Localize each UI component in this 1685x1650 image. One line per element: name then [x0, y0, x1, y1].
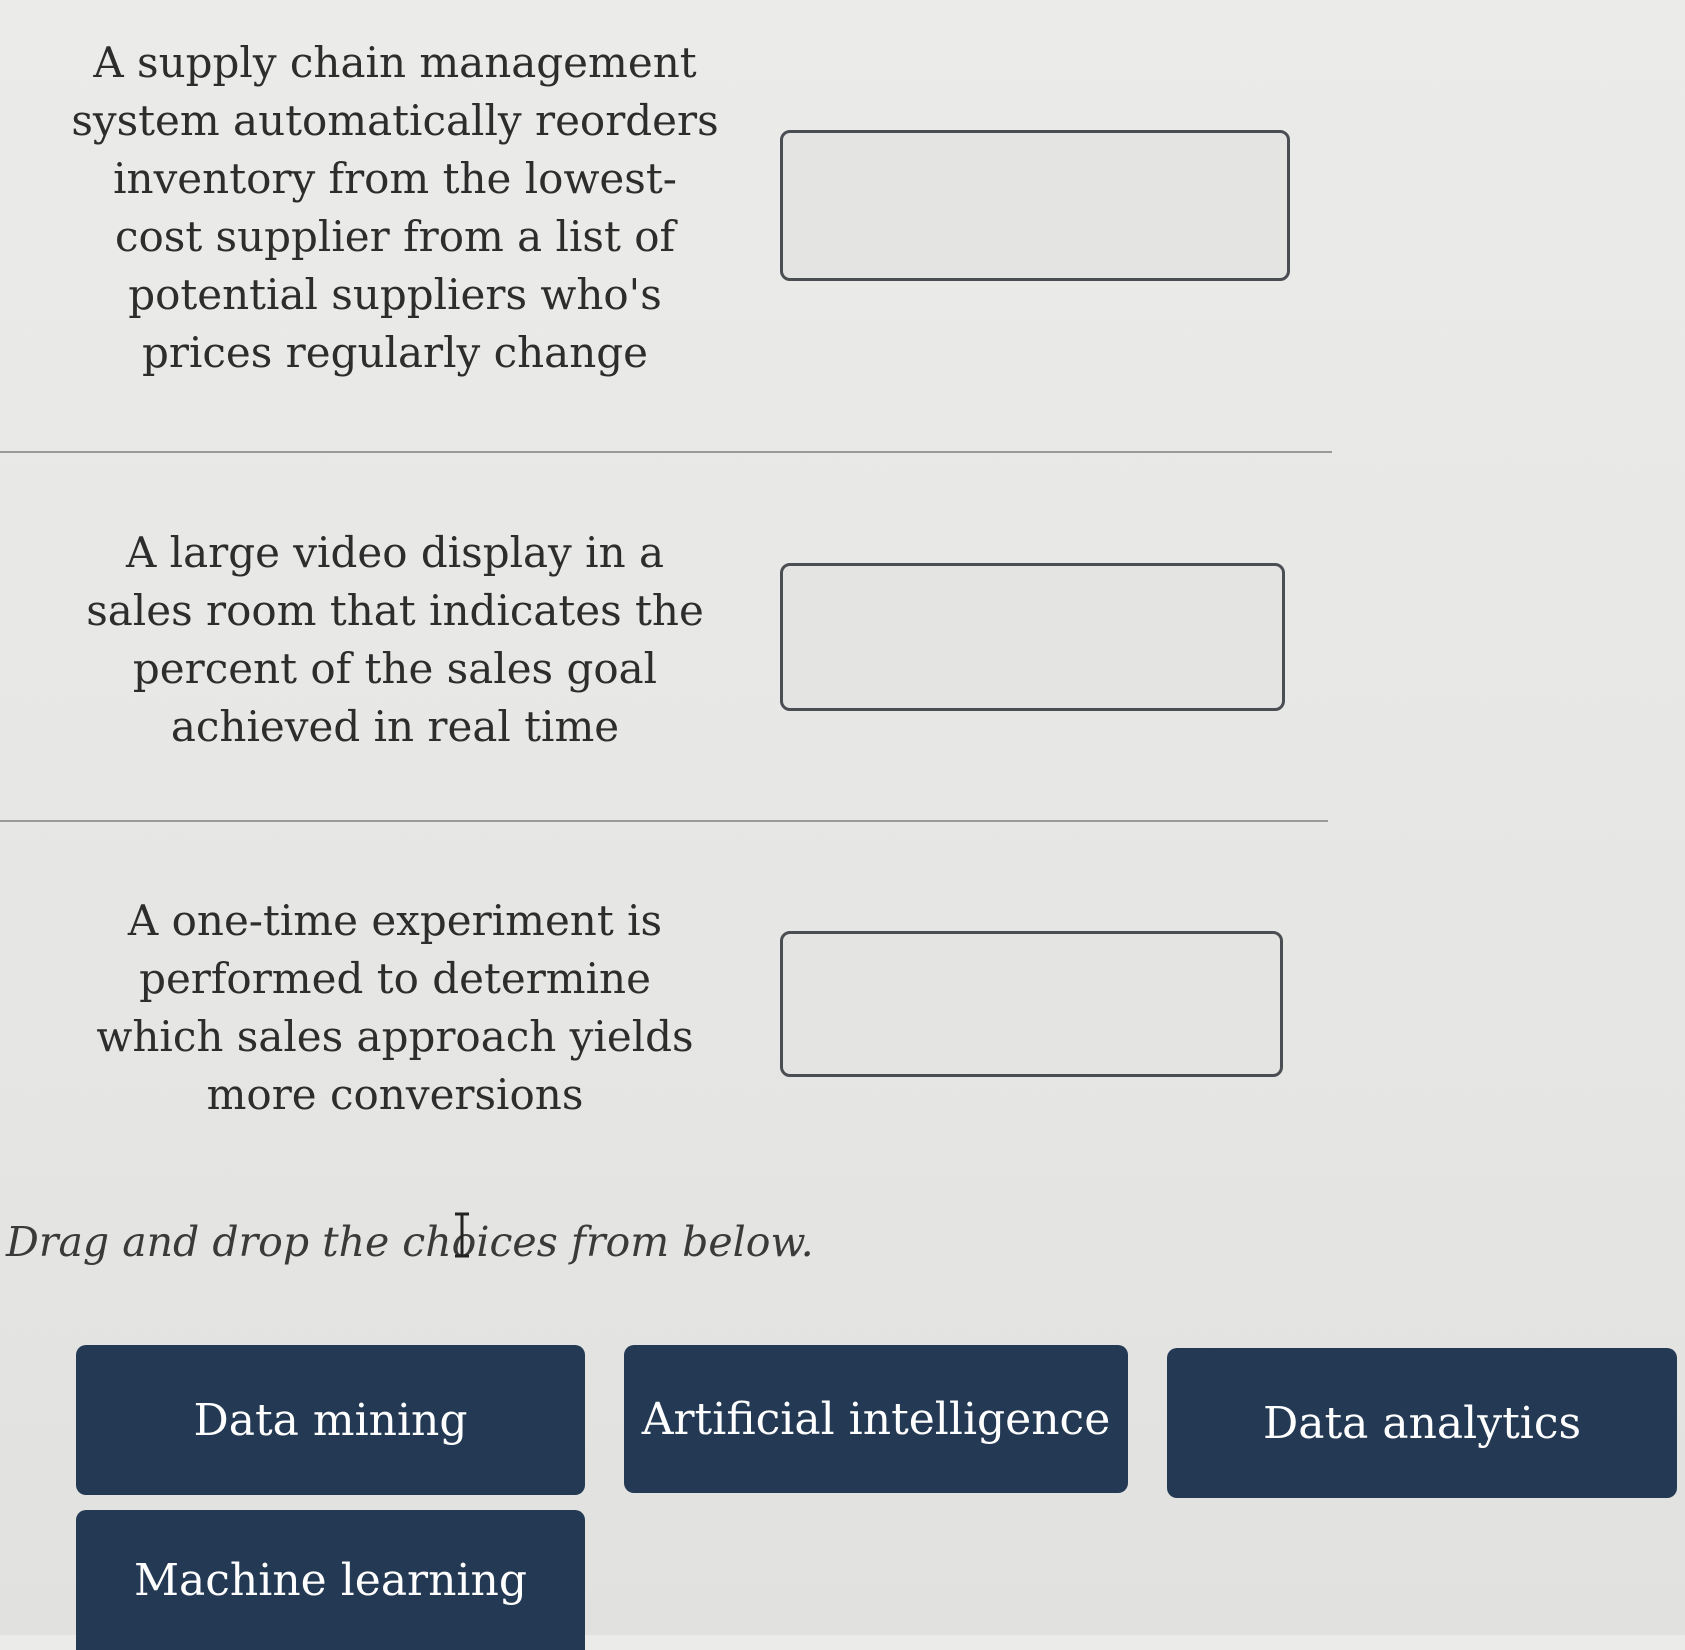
- divider-2: [0, 820, 1328, 822]
- choice-machine-learning[interactable]: Machine learning: [76, 1510, 585, 1650]
- question-1-prompt: A supply chain management system automatically reorders inventory from the lowest-cost supplier from a list of potential suppliers who's prices regularly change: [71, 38, 719, 377]
- divider-1: [0, 451, 1332, 453]
- question-2-prompt: A large video display in a sales room that indicates the percent of the sales goal achieved in real time: [86, 528, 704, 751]
- question-1-dropzone[interactable]: [780, 130, 1290, 281]
- question-2-dropzone[interactable]: [780, 563, 1285, 711]
- choice-data-mining[interactable]: Data mining: [76, 1345, 585, 1495]
- choice-artificial-intelligence[interactable]: Artificial intelligence: [624, 1345, 1128, 1493]
- instructions-text: Drag and drop the choices from below.: [6, 1218, 814, 1266]
- text-cursor-icon: [452, 1212, 472, 1258]
- question-3-dropzone[interactable]: [780, 931, 1283, 1077]
- choice-data-analytics[interactable]: Data analytics: [1167, 1348, 1677, 1498]
- question-3-prompt: A one-time experiment is performed to determine which sales approach yields more conversions: [96, 896, 694, 1119]
